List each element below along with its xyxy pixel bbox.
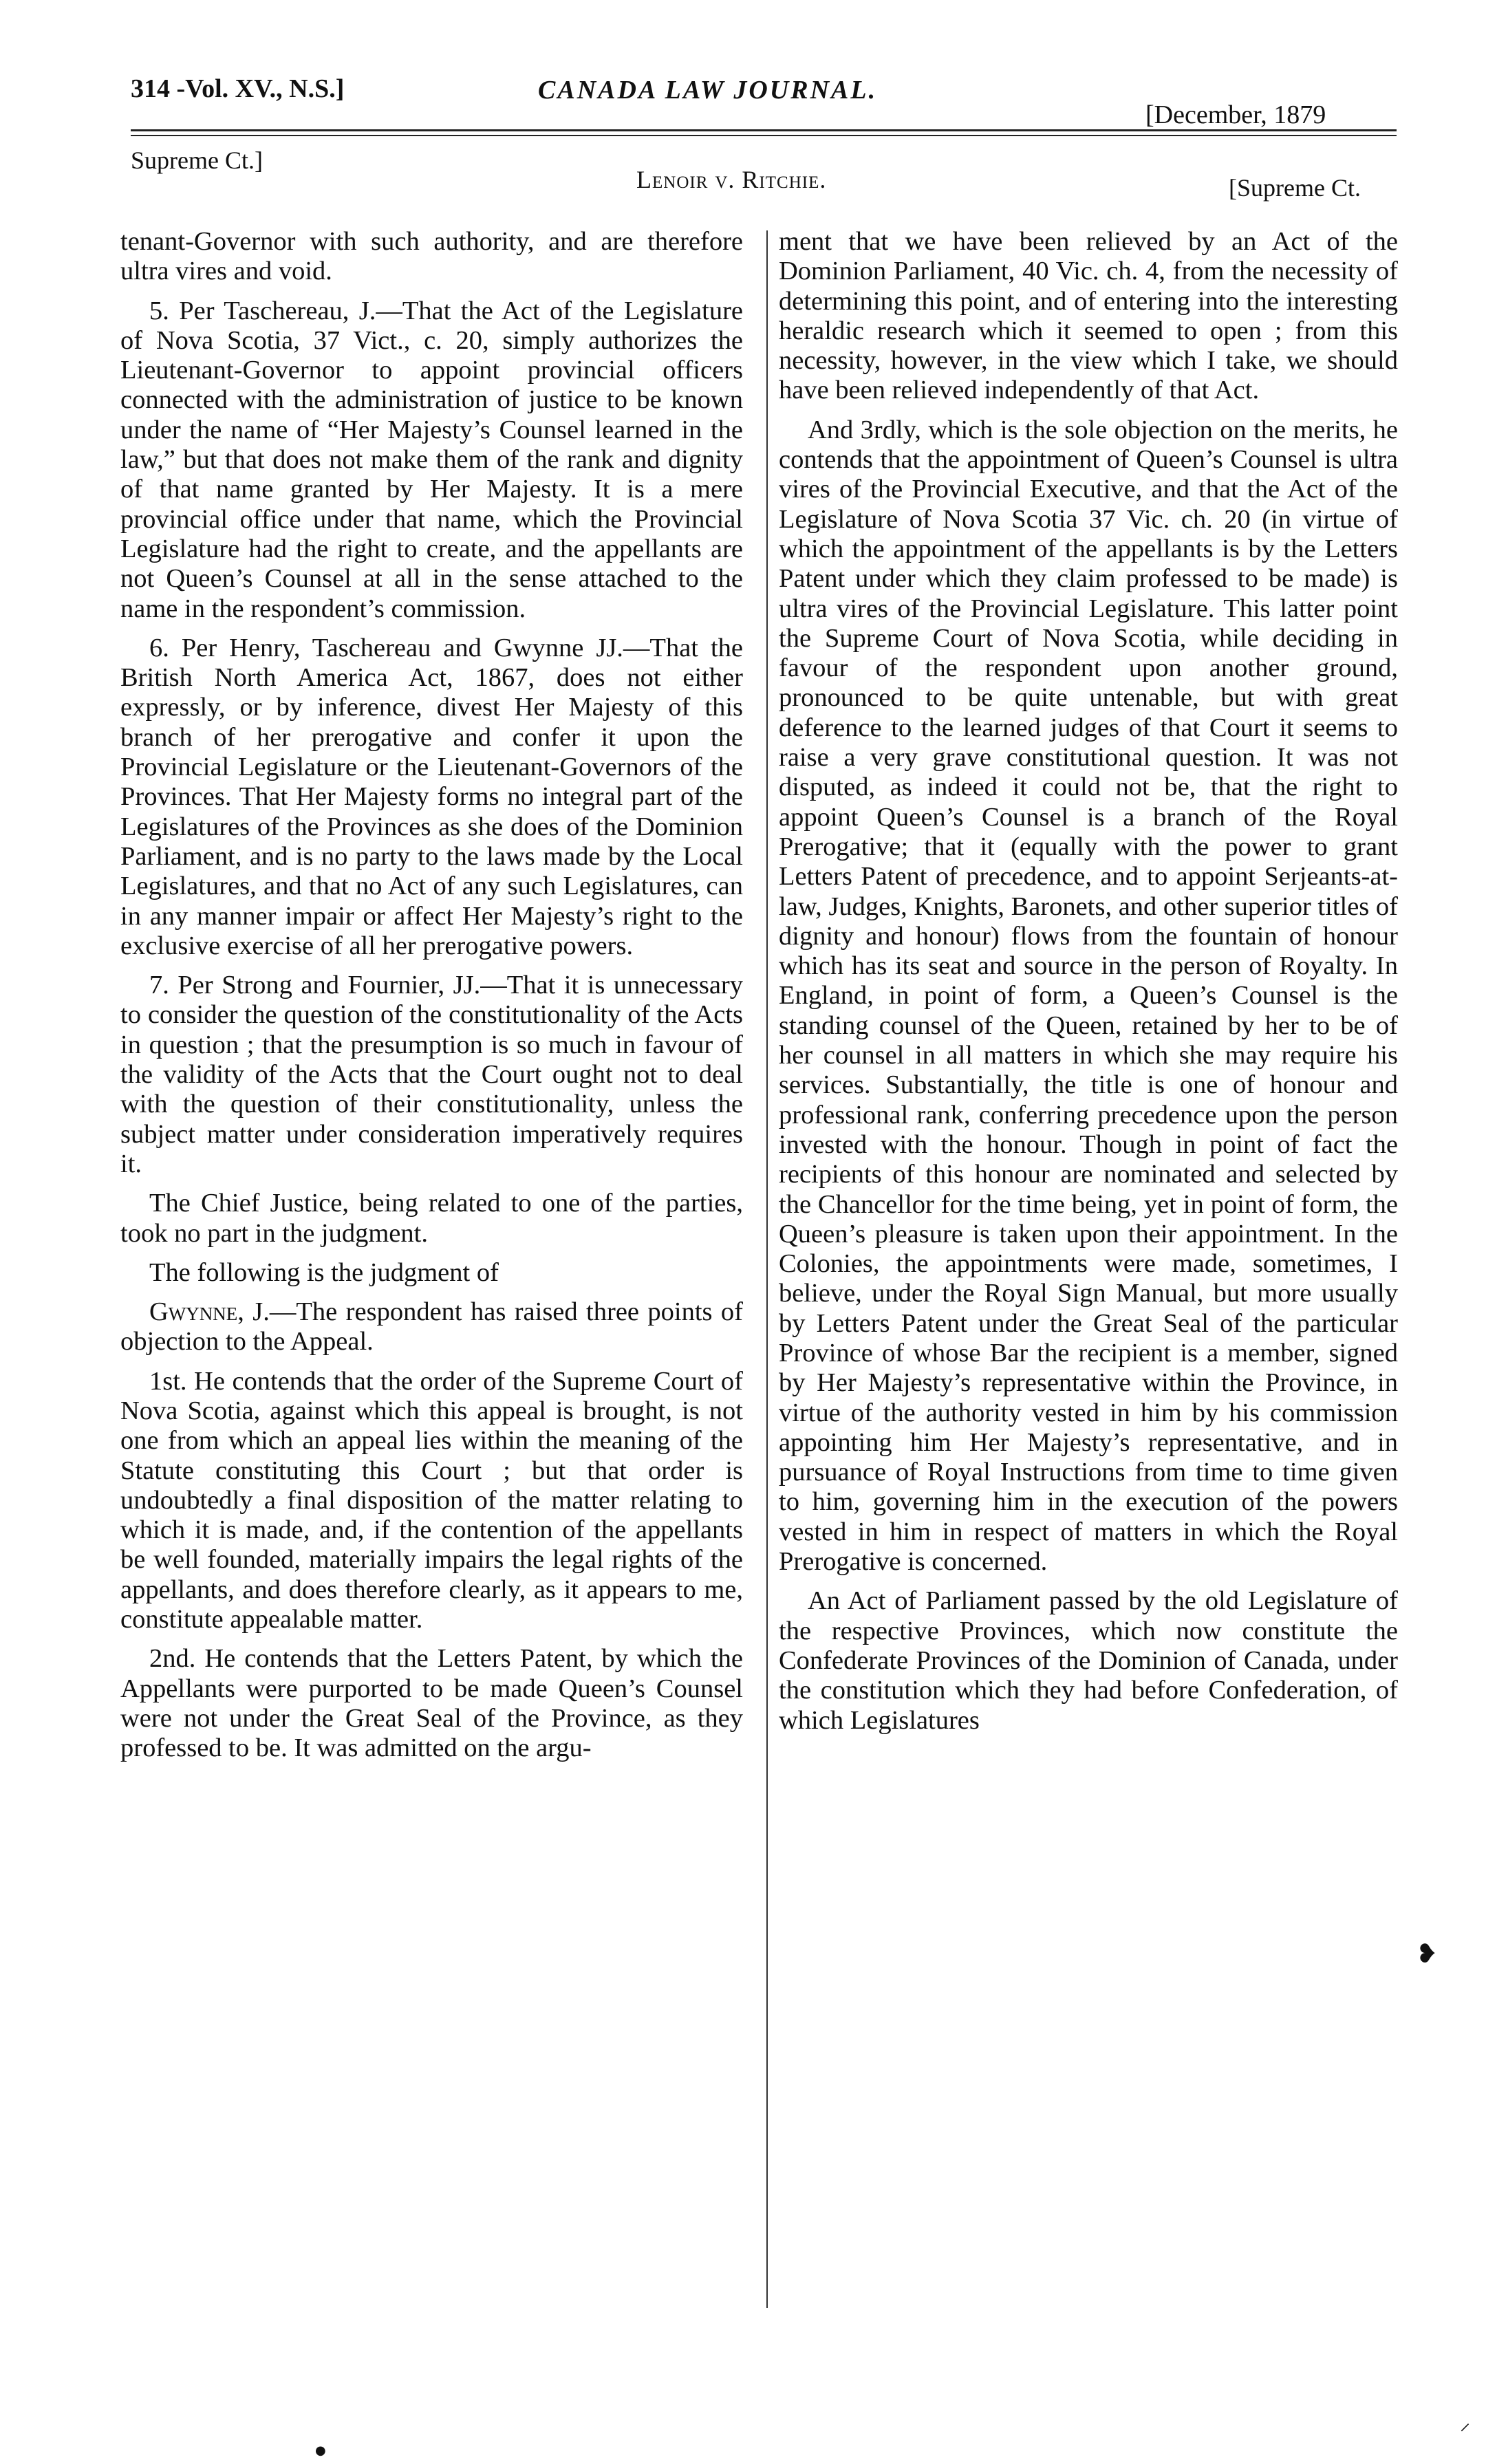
margin-ink-mark: ❥ xyxy=(1416,1938,1438,1969)
judge-name: Gwynne xyxy=(149,1297,238,1327)
left-column xyxy=(120,227,743,1773)
paragraph: An Act of Parliament passed by the old Legislature of the respective Provinces, which now constitute the Confederate Provinces of the Dominion of Canada, under the constitution which they had before Confederation, of which Legislatures xyxy=(779,1586,1398,1735)
column-divider xyxy=(766,230,768,2308)
ink-dot: ● xyxy=(315,2443,326,2458)
page-edge-mark: ⸝ xyxy=(1460,2411,1470,2435)
case-name: Lenoir v. Ritchie. xyxy=(636,166,827,193)
right-column xyxy=(779,227,1398,1745)
page-reference: 314 -Vol. XV., N.S.] xyxy=(131,74,345,103)
paragraph: 5. Per Taschereau, J.—That the Act of the Legislature of Nova Scotia, 37 Vict., c. 20, simply authorizes the Lieutenant-Governor to appoint provincial officers connected with the administration of justice to be known under the name of “Her Majesty’s Counsel learned in the law,” but that does not make them of the rank and dignity of that name granted by Her Majesty. It is a mere provincial office under that name, which the Provincial Legislature had the right to create, and the appellants are not Queen’s Counsel at all in the sense attached to the name in the respondent’s commission. xyxy=(120,296,743,623)
paragraph: tenant-Governor with such authority, and are therefore ultra vires and void. xyxy=(120,227,743,286)
header-rule xyxy=(131,129,1397,131)
paragraph: And 3rdly, which is the sole objection on the merits, he contends that the appointment of Queen’s Counsel is ultra vires of the Provincial Executive, and that the Act of the Legislature of Nova Scotia 37 Vic. ch. 20 (in virtue of which the appointment of the appellants is by the Letters Patent under which they claim professed to be made) is ultra vires of the Provincial Legislature. This latter point the Supreme Court of Nova Scotia, while deciding in favour of the respondent upon another ground, pronounced to be quite untenable, but with great deference to the learned judges of that Court it seems to raise a very grave constitutional question. It was not disputed, as indeed it could not be, that the right to appoint Queen’s Counsel is a branch of the Royal Prerogative; that it (equally with the power to grant Letters Patent of precedence, and to appoint Serjeants-at-law, Judges, Knights, Baronets, and other superior titles of dignity and honour) flows from the fountain of honour which has its seat and source in the person of Royalty. In England, in point of form, a Queen’s Counsel is the standing counsel of the Queen, retained by her to be of her counsel in all matters in which she may require his services. Substantially, the title is one of honour and professional rank, conferring precedence upon the person invested with the honour. Though in point of fact the recipients of this honour are nominated and selected by the Chancellor for the time being, yet in point of form, the Queen’s pleasure is taken upon their appointment. In the Colonies, the appointments were made, sometimes, I believe, under the Royal Sign Manual, but more usually by Letters Patent under the Great Seal of the particular Province of whose Bar the recipient is a member, signed by Her Majesty’s representative within the Province, in virtue of the authority vested in him by his commission appointing him Her Majesty’s representative, and in pursuance of Royal Instructions from time to time given to him, governing him in the execution of the powers vested in him in respect of matters in which the Royal Prerogative is concerned. xyxy=(779,415,1398,1577)
issue-date: [December, 1879 xyxy=(1145,100,1326,129)
paragraph: ment that we have been relieved by an Act of the Dominion Parliament, 40 Vic. ch. 4, from the necessity of determining this point, and of entering into the interesting heraldic research which it seemed to open ; from this necessity, however, in the view which I take, we should have been relieved independently of that Act. xyxy=(779,227,1398,405)
paragraph: 1st. He contends that the order of the Supreme Court of Nova Scotia, against which this appeal is brought, is not one from which an appeal lies within the meaning of the Statute constituting this Court ; but that order is undoubtedly a final disposition of the matter relating to which it is made, and, if the contention of the appellants be well founded, materially impairs the legal rights of the appellants, and does therefore clearly, as it appears to me, constitute appealable matter. xyxy=(120,1366,743,1634)
header-rule-thin xyxy=(131,135,1397,136)
judgment-intro xyxy=(120,1297,743,1357)
court-right: [Supreme Ct. xyxy=(1229,174,1361,202)
judgment-intro-text: , J.—The respondent has raised three points of objection to the Appeal. xyxy=(120,1297,743,1357)
journal-title: CANADA LAW JOURNAL. xyxy=(538,76,878,105)
paragraph: The Chief Justice, being related to one of the parties, took no part in the judgment. xyxy=(120,1189,743,1248)
paragraph: The following is the judgment of xyxy=(149,1257,499,1287)
paragraph: 7. Per Strong and Fournier, JJ.—That it is unnecessary to consider the question of the constitutionality of the Acts in question ; that the presumption is so much in favour of the validity of the Acts that the Court ought not to deal with the question of their constitutionality, unless the subject matter under consideration imperatively requires it. xyxy=(120,971,743,1178)
paragraph: 2nd. He contends that the Letters Patent, by which the Appellants were purported to be made Queen’s Counsel were not under the Great Seal of the Province, as they professed to be. It was admitted on the argu- xyxy=(120,1644,743,1763)
court-left: Supreme Ct.] xyxy=(131,147,263,174)
paragraph: 6. Per Henry, Taschereau and Gwynne JJ.—That the British North America Act, 1867, does not either expressly, or by inference, divest Her Majesty of this branch of her prerogative and confer it upon the Provincial Legislature or the Lieutenant-Governors of the Provinces. That Her Majesty forms no integral part of the Legislatures of the Provinces as she does of the Dominion Parliament, and is no party to the laws made by the Local Legislatures, and that no Act of any such Legislatures, can in any manner impair or affect Her Majesty’s right to the exclusive exercise of all her prerogative powers. xyxy=(120,633,743,960)
